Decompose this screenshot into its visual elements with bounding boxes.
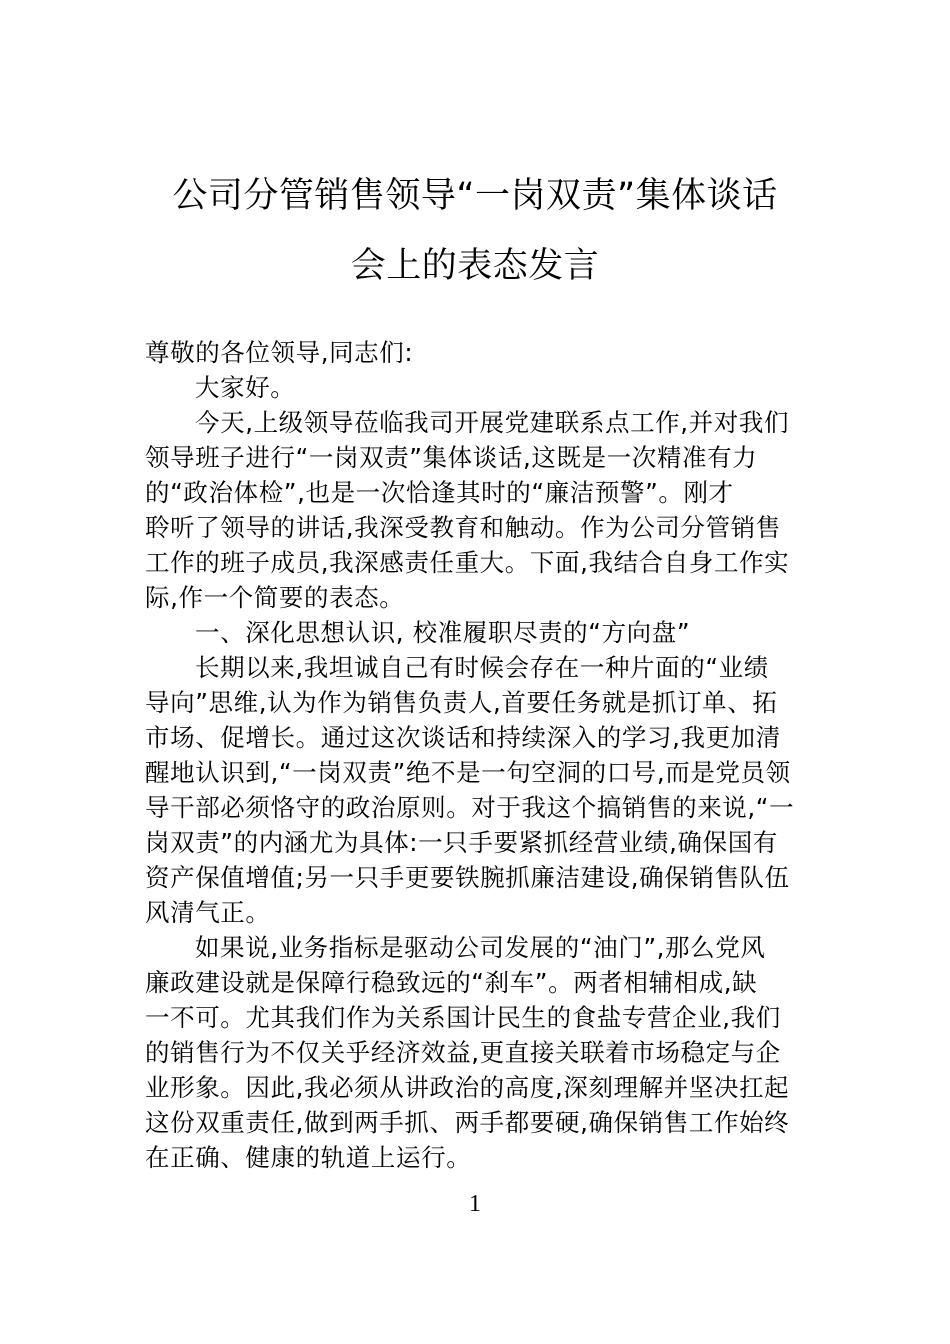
paragraph-line: 今天,上级领导莅临我司开展党建联系点工作,并对我们 xyxy=(195,408,790,437)
paragraph-line: 市场、促增长。通过这次谈话和持续深入的学习,我更加清 xyxy=(145,723,781,752)
paragraph-line: 这份双重责任,做到两手抓、两手都要硬,确保销售工作始终 xyxy=(145,1108,790,1137)
page-number: 1 xyxy=(469,1191,481,1217)
paragraph-line: 一不可。尤其我们作为关系国计民生的食盐专营企业,我们 xyxy=(145,1003,781,1032)
greeting: 大家好。 xyxy=(195,373,296,402)
paragraph-line: 醒地认识到,“一岗双责”绝不是一句空洞的口号,而是党员领 xyxy=(145,758,791,787)
paragraph-line: 聆听了领导的讲话,我深受教育和触动。作为公司分管销售 xyxy=(145,513,781,542)
paragraph-line: 资产保值增值;另一只手更要铁腕抓廉洁建设,确保销售队伍 xyxy=(145,863,790,892)
paragraph-line: 风清气正。 xyxy=(145,898,271,927)
document-title-line-2: 会上的表态发言 xyxy=(350,246,600,286)
paragraph-line: 如果说,业务指标是驱动公司发展的“油门”,那么党风 xyxy=(195,933,766,962)
paragraph-line: 领导班子进行“一岗双责”集体谈话,这既是一次精准有力 xyxy=(145,443,758,472)
paragraph-line: 廉政建设就是保障行稳致远的“刹车”。两者相辅相成,缺 xyxy=(145,968,758,997)
document-title-line-1: 公司分管销售领导“一岗双责”集体谈话 xyxy=(172,176,778,216)
paragraph-2 xyxy=(145,650,815,930)
paragraph-line: 导向”思维,认为作为销售负责人,首要任务就是抓订单、拓 xyxy=(145,688,778,717)
paragraph-line: 的销售行为不仅关乎经济效益,更直接关联着市场稳定与企 xyxy=(145,1038,781,1067)
paragraph-3 xyxy=(145,930,815,1175)
paragraph-line: 岗双责”的内涵尤为具体:一只手要紧抓经营业绩,确保国有 xyxy=(145,828,778,857)
paragraph-line: 的“政治体检”,也是一次恰逢其时的“廉洁预警”。刚才 xyxy=(145,478,734,507)
paragraph-line: 工作的班子成员,我深感责任重大。下面,我结合自身工作实 xyxy=(145,548,790,577)
paragraph-line: 业形象。因此,我必须从讲政治的高度,深刻理解并坚决扛起 xyxy=(145,1073,790,1102)
document-body xyxy=(145,335,815,1175)
section-heading-1: 一、深化思想认识, 校准履职尽责的“方向盘” xyxy=(195,618,691,647)
paragraph-line: 际,作一个简要的表态。 xyxy=(145,583,405,612)
salutation: 尊敬的各位领导,同志们: xyxy=(145,338,414,367)
paragraph-line: 在正确、健康的轨道上运行。 xyxy=(145,1143,472,1172)
paragraph-line: 导干部必须恪守的政治原则。对于我这个搞销售的来说,“一 xyxy=(145,793,795,822)
paragraph-1 xyxy=(145,405,815,615)
paragraph-line: 长期以来,我坦诚自己有时候会存在一种片面的“业绩 xyxy=(195,653,769,682)
